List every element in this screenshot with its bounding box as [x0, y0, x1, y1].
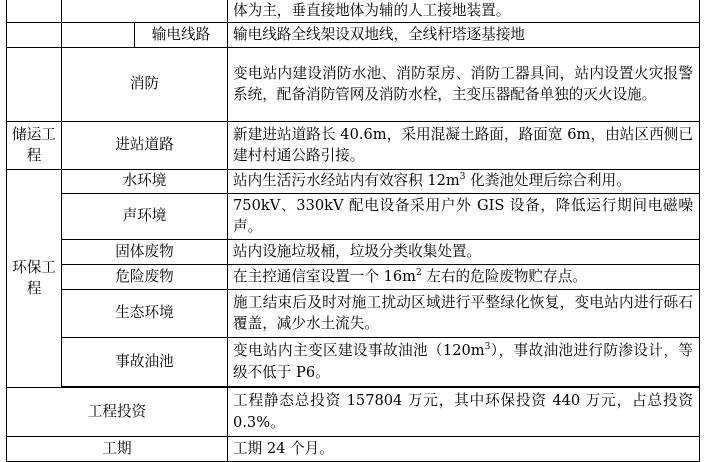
- noise-environment-description: 750kV、330kV 配电设备采用户外 GIS 设备，降低运行期间电磁噪声。: [228, 193, 700, 239]
- grounding-description: 体为主，垂直接地体为辅的人工接地装置。: [228, 0, 700, 22]
- investment-label: 工程投资: [7, 387, 228, 436]
- hazardous-waste-label: 危险废物: [62, 264, 228, 289]
- table-row-fire-protection: [7, 47, 700, 121]
- schedule-label: 工期: [7, 436, 228, 461]
- access-road-description: 新建进站道路长 40.6m，采用混凝土路面，路面宽 6m，由站区西侧已建村村通公路引接。: [228, 121, 700, 169]
- hazardous-waste-description: 在主控通信室设置一个 $16m^2$ 左右的危险废物贮存点。: [228, 264, 700, 289]
- empty-cell: [7, 0, 62, 22]
- solid-waste-description: 站内设施垃圾桶，垃圾分类收集处置。: [228, 239, 700, 264]
- schedule-description: 工期 24 个月。: [228, 436, 700, 461]
- table-row-noise-environment: [7, 193, 700, 239]
- table-row-schedule: [7, 436, 700, 461]
- water-environment-label: 水环境: [62, 169, 228, 193]
- table-row-ecology: [7, 289, 700, 337]
- water-environment-description: 站内生活污水经站内有效容积 $12m^3$ 化粪池处理后综合利用。: [228, 169, 700, 193]
- oil-pool-description: 变电站内主变区建设事故油池$(120m^3)$，事故油池进行防渗设计，等级不低于 P6。: [228, 337, 700, 386]
- table-row-grounding-cont: [7, 0, 700, 22]
- oil-pool-label: 事故油池: [62, 337, 228, 386]
- empty-cell: [62, 0, 228, 22]
- storage-transport-group-label: 储运工程: [7, 121, 62, 169]
- table-row-investment: [7, 387, 700, 436]
- table-row-transmission-line: [7, 22, 700, 47]
- ecology-label: 生态环境: [62, 289, 228, 337]
- environmental-group-label: 环保工程: [7, 169, 62, 387]
- table-row-hazardous-waste: [7, 264, 700, 289]
- access-road-label: 进站道路: [62, 121, 228, 169]
- table-row-oil-pool: [7, 337, 700, 386]
- fire-protection-label: 消防: [62, 47, 228, 121]
- transmission-line-label: 输电线路: [135, 22, 228, 47]
- transmission-line-description: 输电线路全线架设双地线，全线杆塔逐基接地: [228, 22, 700, 47]
- noise-environment-label: 声环境: [62, 193, 228, 239]
- empty-cell: [62, 22, 135, 47]
- solid-waste-label: 固体废物: [62, 239, 228, 264]
- table-row-solid-waste: [7, 239, 700, 264]
- table-row-access-road: [7, 121, 700, 169]
- empty-cell: [7, 47, 62, 121]
- project-info-table: [6, 0, 700, 462]
- empty-cell: [7, 22, 62, 47]
- ecology-description: 施工结束后及时对施工扰动区域进行平整绿化恢复，变电站内进行砾石覆盖，减少水土流失。: [228, 289, 700, 337]
- table-row-water-environment: [7, 169, 700, 193]
- fire-protection-description: 变电站内建设消防水池、消防泵房、消防工器具间，站内设置火灾报警系统，配备消防管网及消防水栓，主变压器配备单独的灭火设施。: [228, 47, 700, 121]
- investment-description: 工程静态总投资 157804 万元，其中环保投资 440 万元，占总投资 0.3%。: [228, 387, 700, 436]
